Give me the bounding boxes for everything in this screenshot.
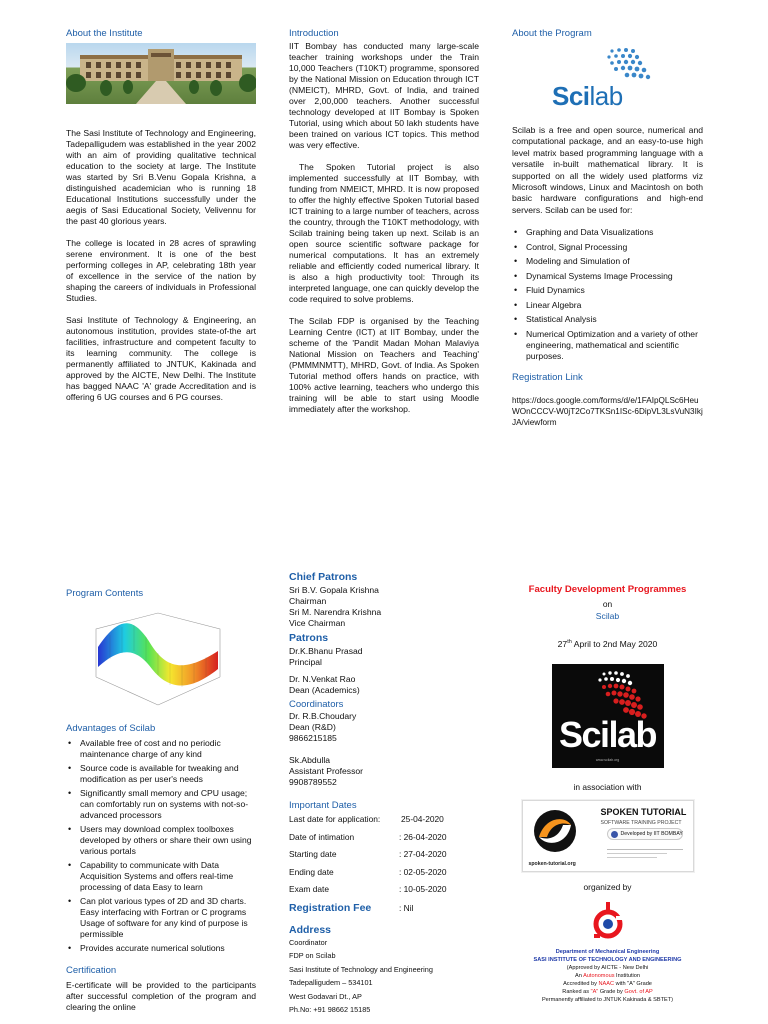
date-row <box>289 832 479 842</box>
about-institute-p3: Sasi Institute of Technology & Engineering, an autonomous institution, provides state-of-the art facilities, infrastructure and competent faculty to its learning community. The college is permanently affiliated to JNTUK, Kakinada and approved by the AICTE, New Delhi. The Institute has bagged NAAC 'A' grade Accreditation and is offering 6 UG courses and 6 PG courses. <box>66 315 256 402</box>
use-item: • Fluid Dynamics <box>512 285 703 296</box>
scilab-logo-lab: lab <box>589 81 623 111</box>
naac-prefix: Accredited by <box>563 981 599 987</box>
address-line: Ph.No: +91 98662 15185 <box>289 1005 371 1014</box>
naac-word: NAAC <box>598 981 615 987</box>
iit-logo-icon <box>611 831 618 838</box>
introduction-heading: Introduction <box>289 28 339 39</box>
campus-photo <box>66 43 256 104</box>
about-program-heading: About the Program <box>512 28 592 39</box>
coordinators-heading: Coordinators <box>289 699 344 710</box>
sasi-institute-logo <box>586 900 630 944</box>
coordinator-1 <box>289 711 479 744</box>
fdp-subject: Scilab <box>595 611 620 621</box>
date-label: Ending date <box>289 866 334 877</box>
patron-role: Dean (Academics) <box>289 685 360 695</box>
coordinator-phone: 9908789552 <box>289 777 337 787</box>
date-value: 25-04-2020 <box>401 814 444 824</box>
spoken-tutorial-banner <box>522 800 694 872</box>
approval-line: (Approved by AICTE - New Delhi <box>566 965 649 971</box>
scilab-logo <box>512 45 703 111</box>
registration-link[interactable]: https://docs.google.com/forms/d/e/1FAIpQLSc6HeuWOnCCCV-W0jT2Co7TKSn1ISc-6DipVL3LsVuN3IkjJA/viewform <box>512 395 703 427</box>
advantages-list <box>66 738 256 954</box>
registration-fee-value: : Nil <box>399 902 414 913</box>
date-row <box>289 849 479 859</box>
ranked-line <box>512 988 703 996</box>
ranked-prefix: Ranked as <box>562 989 591 995</box>
important-dates-heading: Important Dates <box>289 800 357 811</box>
scilab-3d-plot-image <box>88 607 228 715</box>
certification-heading: Certification <box>66 965 117 976</box>
advantage-item: • Significantly small memory and CPU usage; can comfortably run on systems with not-so-advanced processors <box>66 788 256 821</box>
fdp-dates-rest: April to 2nd May 2020 <box>571 639 658 649</box>
chief-patron-name: Sri M. Narendra Krishna <box>289 607 382 617</box>
fdp-on: on <box>602 599 613 609</box>
organizer-details <box>512 948 703 1004</box>
address-line: West Godavari Dt., AP <box>289 991 362 1001</box>
about-institute-p2: The college is located in 28 acres of sprawling serene environment. It is one of the best performing colleges in AP, celebrating 18th year of excellence in the service of the nation by shaping the careers of individuals in Professional Studies. <box>66 238 256 303</box>
advantage-item: • Users may download complex toolboxes developed by others or share their own using various portals <box>66 824 256 857</box>
use-item: • Graphing and Data Visualizations <box>512 227 703 238</box>
column-institute <box>66 28 256 403</box>
chief-patron-2 <box>289 607 479 629</box>
department-name: Department of Mechanical Engineering <box>555 949 660 955</box>
advantage-item: • Source code is available for tweaking and modification as per user's needs <box>66 763 256 785</box>
autonomous-word: Autonomous <box>583 973 615 979</box>
address-line: FDP on Scilab <box>289 951 336 960</box>
date-value: : 10-05-2020 <box>399 884 447 894</box>
column-program <box>512 28 703 428</box>
patron-role: Principal <box>289 657 322 667</box>
scilab-big-wordmark: Scilab <box>558 714 657 755</box>
coordinator-name: Sk.Abdulla <box>289 755 331 765</box>
advantage-item: • Provides accurate numerical solutions <box>66 943 256 954</box>
date-label: Exam date <box>289 884 330 894</box>
address-block <box>289 936 479 1017</box>
date-value: : 02-05-2020 <box>399 866 447 877</box>
fdp-dates-day: 27 <box>557 639 568 649</box>
campus-building-image <box>66 43 256 104</box>
spoken-tutorial-swirl-icon <box>531 807 579 855</box>
use-item: • Dynamical Systems Image Processing <box>512 271 703 282</box>
about-institute-heading: About the Institute <box>66 28 143 39</box>
certification-text: E-certificate will be provided to the participants after successful completion of the program and clearing the online <box>66 980 256 1012</box>
use-item: • Linear Algebra <box>512 300 703 311</box>
address-line: Tadepalligudem – 534101 <box>289 978 373 987</box>
advantage-item: • Capability to communicate with Data Acquisition Systems and offers real-time processing of data Easy to learn <box>66 860 256 893</box>
use-item: • Numerical Optimization and a variety of other engineering, mathematical and scientific purposes. <box>512 329 703 362</box>
naac-line <box>512 980 703 988</box>
scilab-uses-list <box>512 227 703 362</box>
patron-name: Dr.K.Bhanu Prasad <box>289 646 363 656</box>
autonomous-suffix: Institution <box>614 973 640 979</box>
introduction-p2: The Spoken Tutorial project is also implemented successfully at IIT Bombay, with funding from NMEICT, MHRD. It is now proposed to offer the highly effective Spoken Tutorial based ICT training to a large number of teachers, across the country, through the T10KT methodology, with Scilab training being taken up next. Scilab is an open source scientific software package for numerical computations. It has an extremely reliable and efficiently coded numerical library. It is also a high productivity tool: Through its interpreted language, one can quickly develop the code required to solve problems. <box>289 162 479 304</box>
address-line: Coordinator <box>289 937 328 947</box>
address-line: Sasi Institute of Technology and Engineering <box>289 964 433 974</box>
date-label: Starting date <box>289 849 337 859</box>
chief-patron-role: Chairman <box>289 596 327 606</box>
about-institute-p1: The Sasi Institute of Technology and Engineering, Tadepalligudem was established in the year 2002 with an aim of providing qualitative technical education to the society at large. The Institute was started by Sri B.Venu Gopala Krishna, a distinguished academician who is running 18 Educational Institutions successfully under the aegis of Sasi Educational Society, Velivennu for the past 40 glorious years. <box>66 128 256 226</box>
autonomous-line <box>512 972 703 980</box>
patron-2 <box>289 674 479 696</box>
important-dates-table <box>289 814 479 894</box>
introduction-p1: IIT Bombay has conducted many large-scale teacher training workshops under the Train 10,000 Teachers (T10KT) programme, sponsored by the National Mission on Education through ICT (NMEICT), MHRD, Govt. of India, and trained over 2,00,000 teachers. Another successful technology developed at IIT Bombay is Spoken Tutorial, using which about 50 lakh students have been trained on various ICT topics. This method was very effective. <box>289 41 479 150</box>
patron-name: Dr. N.Venkat Rao <box>289 674 356 684</box>
coordinator-role: Dean (R&D) <box>289 722 336 732</box>
ranked-grade: "A" <box>590 989 599 995</box>
about-program-text: Scilab is a free and open source, numerical and computational package, and an easy-to-use high level matrix based programming language with a versatile in-built mathematical library. It is supported on all the widely used platforms viz Microsoft windows, Linux and Macintosh on both basic hardware configurations and high-end servers. Scilab can be used for: <box>512 125 703 215</box>
fdp-dates <box>512 639 703 649</box>
patrons-heading: Patrons <box>289 632 329 644</box>
date-row <box>289 867 479 877</box>
column-patrons <box>289 571 479 1017</box>
coordinator-role: Assistant Professor <box>289 766 364 776</box>
registration-link-heading: Registration Link <box>512 371 583 383</box>
introduction-p3: The Scilab FDP is organised by the Teaching Learning Centre (ICT) at IIT Bombay, under the scheme of the 'Pandit Madan Mohan Malaviya National Mission on Teachers and Teaching' (PMMMNMTT), MHRD, Govt. of India. As Spoken Tutorial method offers hands on practice, with 100% active learning, teachers who undergo this training will be able to start using Moodle immediately after the workshop. <box>289 316 479 414</box>
use-item: • Statistical Analysis <box>512 314 703 325</box>
scilab-big-caption: www.scilab.org <box>595 758 620 762</box>
date-row <box>289 814 479 824</box>
date-label: Date of intimation <box>289 831 355 842</box>
coordinator-2 <box>289 755 479 788</box>
chief-patron-name: Sri B.V. Gopala Krishna <box>289 585 379 595</box>
address-heading: Address <box>289 923 332 936</box>
coordinator-name: Dr. R.B.Choudary <box>289 711 357 721</box>
scilab-logo-sci: Sci <box>552 81 590 111</box>
institute-name: SASI INSTITUTE OF TECHNOLOGY AND ENGINEERING <box>533 957 682 963</box>
spoken-tutorial-developer: Developed by IIT BOMBAY <box>620 831 683 837</box>
registration-fee <box>289 902 479 914</box>
chief-patron-role: Vice Chairman <box>289 618 346 628</box>
scilab-logo-wordmark <box>552 81 623 112</box>
date-value: : 27-04-2020 <box>399 849 447 859</box>
date-label: Last date for application: <box>289 814 381 824</box>
naac-suffix: with "A" Grade <box>614 981 652 987</box>
scilab-dots-icon <box>552 45 672 85</box>
use-item: • Control, Signal Processing <box>512 242 703 253</box>
registration-fee-label: Registration Fee <box>289 901 372 914</box>
spoken-tutorial-url: spoken-tutorial.org <box>528 861 576 867</box>
scilab-big-logo <box>552 664 664 768</box>
autonomous-prefix: An <box>574 973 584 979</box>
spoken-tutorial-title: SPOKEN TUTORIAL <box>600 807 687 817</box>
column-introduction <box>289 28 479 415</box>
spoken-tutorial-subtitle: SOFTWARE TRAINING PROJECT <box>600 820 682 826</box>
ranked-middle: Grade by <box>598 989 625 995</box>
use-item: • Modeling and Simulation of <box>512 256 703 267</box>
program-contents-heading: Program Contents <box>66 588 144 599</box>
column-cover <box>512 584 703 1004</box>
spoken-tutorial-fineprint <box>607 845 683 863</box>
coordinator-phone: 9866215185 <box>289 733 337 743</box>
date-row <box>289 884 479 894</box>
date-value: : 26-04-2020 <box>399 831 447 842</box>
organized-by-text: organized by <box>583 882 632 892</box>
advantage-item: • Available free of cost and no periodic maintenance charge of any kind <box>66 738 256 760</box>
chief-patron-1 <box>289 585 479 607</box>
ranked-govt: Govt. of AP <box>624 989 653 995</box>
affiliation-line: Permanently affiliated to JNTUK Kakinada & SBTET) <box>541 997 674 1003</box>
patron-1 <box>289 646 479 668</box>
association-text: in association with <box>573 782 642 792</box>
column-program-contents <box>66 588 256 1013</box>
chief-patrons-heading: Chief Patrons <box>289 571 358 583</box>
advantage-item: • Can plot various types of 2D and 3D charts. Easy interfacing with Fortran or C programs Usage of software for any kind of purpose is permissible <box>66 896 256 940</box>
spoken-tutorial-dev-pill <box>607 828 683 840</box>
fdp-title: Faculty Development Programmes <box>528 584 687 595</box>
fdp-dates-suffix: th <box>567 639 572 646</box>
advantages-heading: Advantages of Scilab <box>66 723 156 734</box>
